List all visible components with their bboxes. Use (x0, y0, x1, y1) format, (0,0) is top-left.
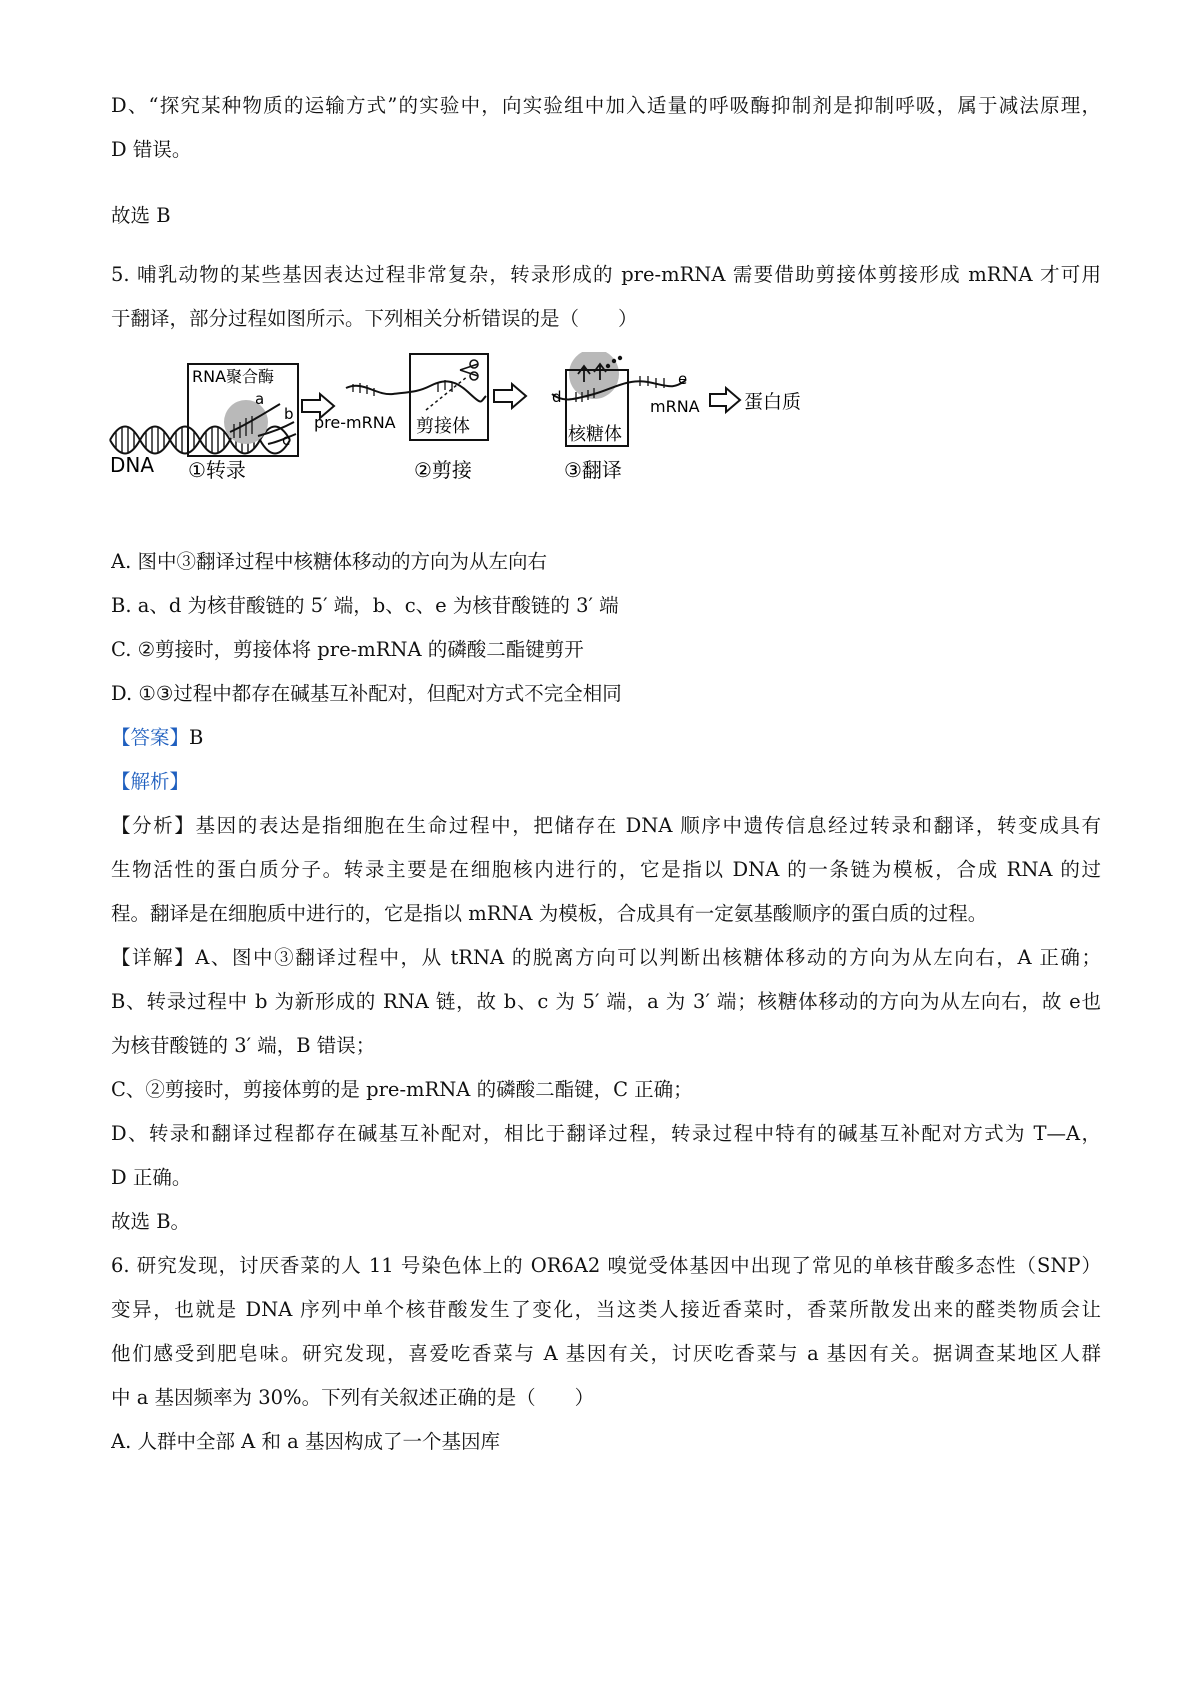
step3-label: ③翻译 (564, 458, 622, 482)
question-5-line-2: 于翻译，部分过程如图所示。下列相关分析错误的是（ ） (111, 307, 638, 330)
text-line: D 正确。 (111, 1166, 192, 1189)
label-d: d (552, 388, 562, 406)
option-c: C. ②剪接时，剪接体将 pre-mRNA 的磷酸二酯键剪开 (111, 638, 584, 661)
option-a: A. 图中③翻译过程中核糖体移动的方向为从左向右 (111, 550, 547, 573)
text-line: 故选 B (111, 204, 171, 227)
text-line: D、“探究某种物质的运输方式”的实验中，向实验组中加入适量的呼吸酶抑制剂是抑制呼吸，属于减法原理， (111, 94, 1101, 117)
ribosome-label: 核糖体 (568, 424, 622, 445)
gene-expression-figure (108, 352, 898, 532)
arrow-3 (710, 388, 740, 412)
text-line: D 错误。 (111, 138, 192, 161)
mrna-label: mRNA (650, 397, 700, 416)
text-line: D、转录和翻译过程都存在碱基互补配对，相比于翻译过程，转录过程中特有的碱基互补配对方式为 T—A， (111, 1122, 1101, 1145)
answer-value: B (189, 726, 204, 749)
option-a: A. 人群中全部 A 和 a 基因构成了一个基因库 (111, 1430, 500, 1453)
answer-tag: 【答案】 (111, 726, 190, 749)
label-a: a (255, 390, 265, 408)
option-d: D. ①③过程中都存在碱基互补配对，但配对方式不完全相同 (111, 682, 622, 705)
text-line: 程。翻译是在细胞质中进行的，它是指以 mRNA 为模板，合成具有一定氨基酸顺序的蛋白质的过程。 (111, 902, 988, 925)
question-6-line-1: 6. 研究发现，讨厌香菜的人 11 号染色体上的 OR6A2 嗅觉受体基因中出现了常见的单核苷酸多态性（SNP） (111, 1254, 1101, 1277)
label-e: e (678, 370, 688, 388)
label-b: b (284, 405, 294, 423)
pre-mrna-strand (346, 380, 486, 402)
label-c: c (282, 431, 291, 449)
text-line: C、②剪接时，剪接体剪的是 pre-mRNA 的磷酸二酯键，C 正确； (111, 1078, 693, 1101)
spliceosome-label: 剪接体 (416, 416, 470, 437)
question-6-line-4: 中 a 基因频率为 30%。下列有关叙述正确的是（ ） (111, 1386, 595, 1409)
text-line: 【详解】A、图中③翻译过程中，从 tRNA 的脱离方向可以判断出核糖体移动的方向为从左向右，A 正确； (111, 946, 1101, 969)
text-line: 故选 B。 (111, 1210, 191, 1233)
text-line: 为核苷酸链的 3′ 端，B 错误； (111, 1034, 376, 1057)
gene-expression-diagram (108, 352, 898, 532)
arrow-2 (494, 384, 526, 408)
option-b: B. a、d 为核苷酸链的 5′ 端，b、c、e 为核苷酸链的 3′ 端 (111, 594, 619, 617)
step1-label: ①转录 (188, 458, 246, 482)
rna-polymerase-label: RNA聚合酶 (192, 367, 275, 386)
pre-mrna-label: pre-mRNA (314, 413, 396, 432)
protein-label: 蛋白质 (744, 391, 802, 413)
text-line: 生物活性的蛋白质分子。转录主要是在细胞核内进行的，它是指以 DNA 的一条链为模板，合成 RNA 的过 (111, 858, 1101, 881)
question-6-line-2: 变异，也就是 DNA 序列中单个核苷酸发生了变化，当这类人接近香菜时，香菜所散发出来的醛类物质会让 (111, 1298, 1101, 1321)
question-6-line-3: 他们感受到肥皂味。研究发现，喜爱吃香菜与 A 基因有关，讨厌吃香菜与 a 基因有关。据调查某地区人群 (111, 1342, 1101, 1365)
step2-label: ②剪接 (414, 458, 472, 482)
text-line: B、转录过程中 b 为新形成的 RNA 链，故 b、c 为 5′ 端，a 为 3′ 端；核糖体移动的方向为从左向右，故 e也 (111, 990, 1101, 1013)
scissors-icon (460, 360, 478, 380)
analysis-heading: 【解析】 (111, 770, 190, 793)
text-line: 【分析】基因的表达是指细胞在生命过程中，把储存在 DNA 顺序中遗传信息经过转录和翻译，转变成具有 (111, 814, 1101, 837)
question-5-line-1: 5. 哺乳动物的某些基因表达过程非常复杂，转录形成的 pre-mRNA 需要借助剪接体剪接形成 mRNA 才可用 (111, 263, 1101, 286)
answer-line (111, 724, 1101, 752)
dna-label: DNA (110, 453, 155, 477)
